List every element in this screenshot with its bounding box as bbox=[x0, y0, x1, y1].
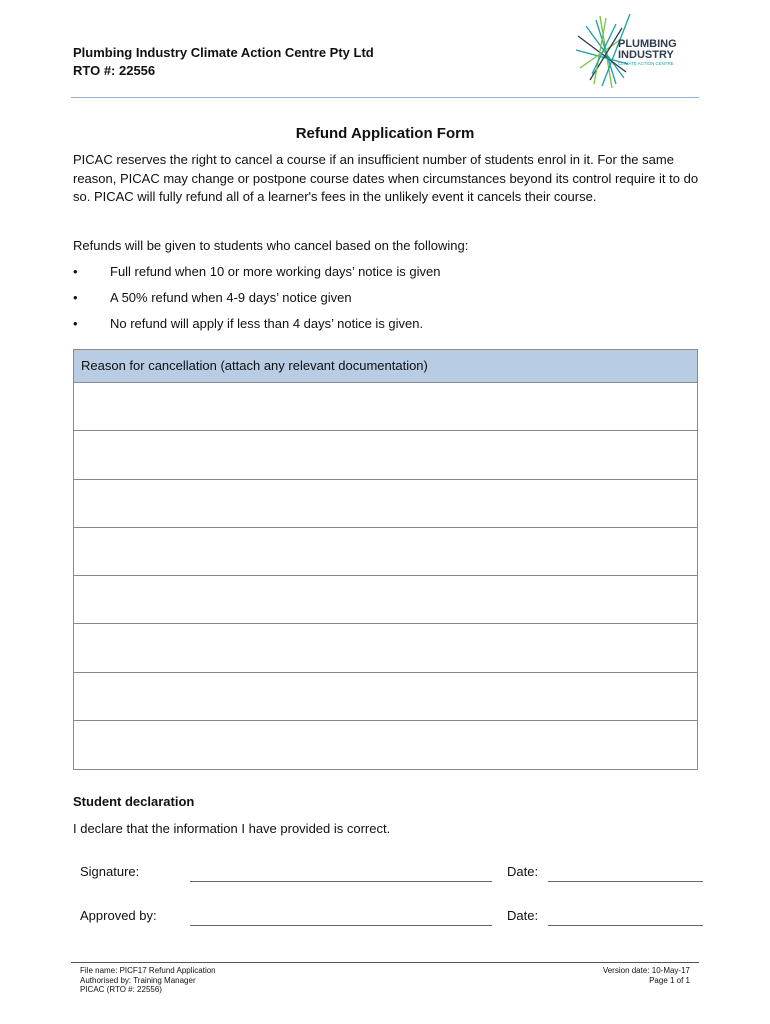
form-title: Refund Application Form bbox=[295, 125, 475, 142]
footer-left bbox=[80, 966, 216, 995]
signature-field[interactable] bbox=[190, 881, 492, 882]
bullet-icon: • bbox=[73, 264, 78, 279]
refunds-intro: Refunds will be given to students who cancel based on the following: bbox=[73, 238, 469, 253]
reason-row-6[interactable] bbox=[74, 624, 697, 672]
footer-page-number: Page 1 of 1 bbox=[649, 975, 690, 985]
bullet-icon: • bbox=[73, 290, 78, 305]
reason-row-8[interactable] bbox=[74, 721, 697, 769]
reason-row-3[interactable] bbox=[74, 480, 697, 528]
approved-date-label: Date: bbox=[507, 908, 539, 923]
footer-right bbox=[603, 966, 690, 985]
declaration-heading: Student declaration bbox=[73, 794, 195, 809]
reason-row-5[interactable] bbox=[74, 576, 697, 624]
logo-industry-text: INDUSTRY bbox=[618, 49, 674, 61]
list-item: • A 50% refund when 4-9 days’ notice given bbox=[73, 290, 352, 305]
approved-by-field[interactable] bbox=[190, 925, 492, 926]
signature-date-field[interactable] bbox=[548, 881, 703, 882]
picac-logo bbox=[572, 14, 702, 90]
reason-row-7[interactable] bbox=[74, 673, 697, 721]
declaration-text: I declare that the information I have provided is correct. bbox=[73, 821, 391, 836]
footer-authorised-by: Authorised by: Training Manager bbox=[80, 975, 196, 985]
list-item: • No refund will apply if less than 4 days’ notice is given. bbox=[73, 316, 424, 331]
footer-file-name: File name: PICF17 Refund Application bbox=[80, 966, 216, 975]
footer-picac-rto: PICAC (RTO #: 22556) bbox=[80, 985, 162, 994]
header-divider bbox=[71, 97, 699, 98]
org-name: Plumbing Industry Climate Action Centre Pty Ltd bbox=[73, 45, 374, 60]
reason-row-1[interactable] bbox=[74, 383, 697, 431]
footer-version-date: Version date: 10-May-17 bbox=[602, 966, 690, 975]
signature-label: Signature: bbox=[80, 864, 140, 879]
intro-paragraph: PICAC reserves the right to cancel a course if an insufficient number of students enrol in it. For the same reason, PICAC may change or postpone course dates when circumstances beyond its control require it to do so. PICAC will fully refund all of a learner's fees in the unlikely event it cancels their course. bbox=[73, 152, 699, 204]
bullet-icon: • bbox=[73, 316, 78, 331]
logo-cac-text: CLIMATE ACTION CENTRE bbox=[618, 61, 674, 66]
refund-rules-list bbox=[73, 264, 440, 342]
list-item: • Full refund when 10 or more working days’ notice is given bbox=[73, 264, 441, 279]
footer-divider bbox=[71, 962, 699, 963]
reason-table-header: Reason for cancellation (attach any relevant documentation) bbox=[74, 350, 697, 383]
reason-row-4[interactable] bbox=[74, 528, 697, 576]
signature-date-label: Date: bbox=[507, 864, 539, 879]
rto-number: RTO #: 22556 bbox=[73, 63, 156, 78]
org-name-block bbox=[73, 44, 374, 80]
approved-date-field[interactable] bbox=[548, 925, 703, 926]
cancellation-reason-table bbox=[73, 349, 698, 770]
logo-plumbing-text: PLUMBING bbox=[618, 38, 677, 50]
approved-by-label: Approved by: bbox=[80, 908, 157, 923]
reason-row-2[interactable] bbox=[74, 431, 697, 479]
